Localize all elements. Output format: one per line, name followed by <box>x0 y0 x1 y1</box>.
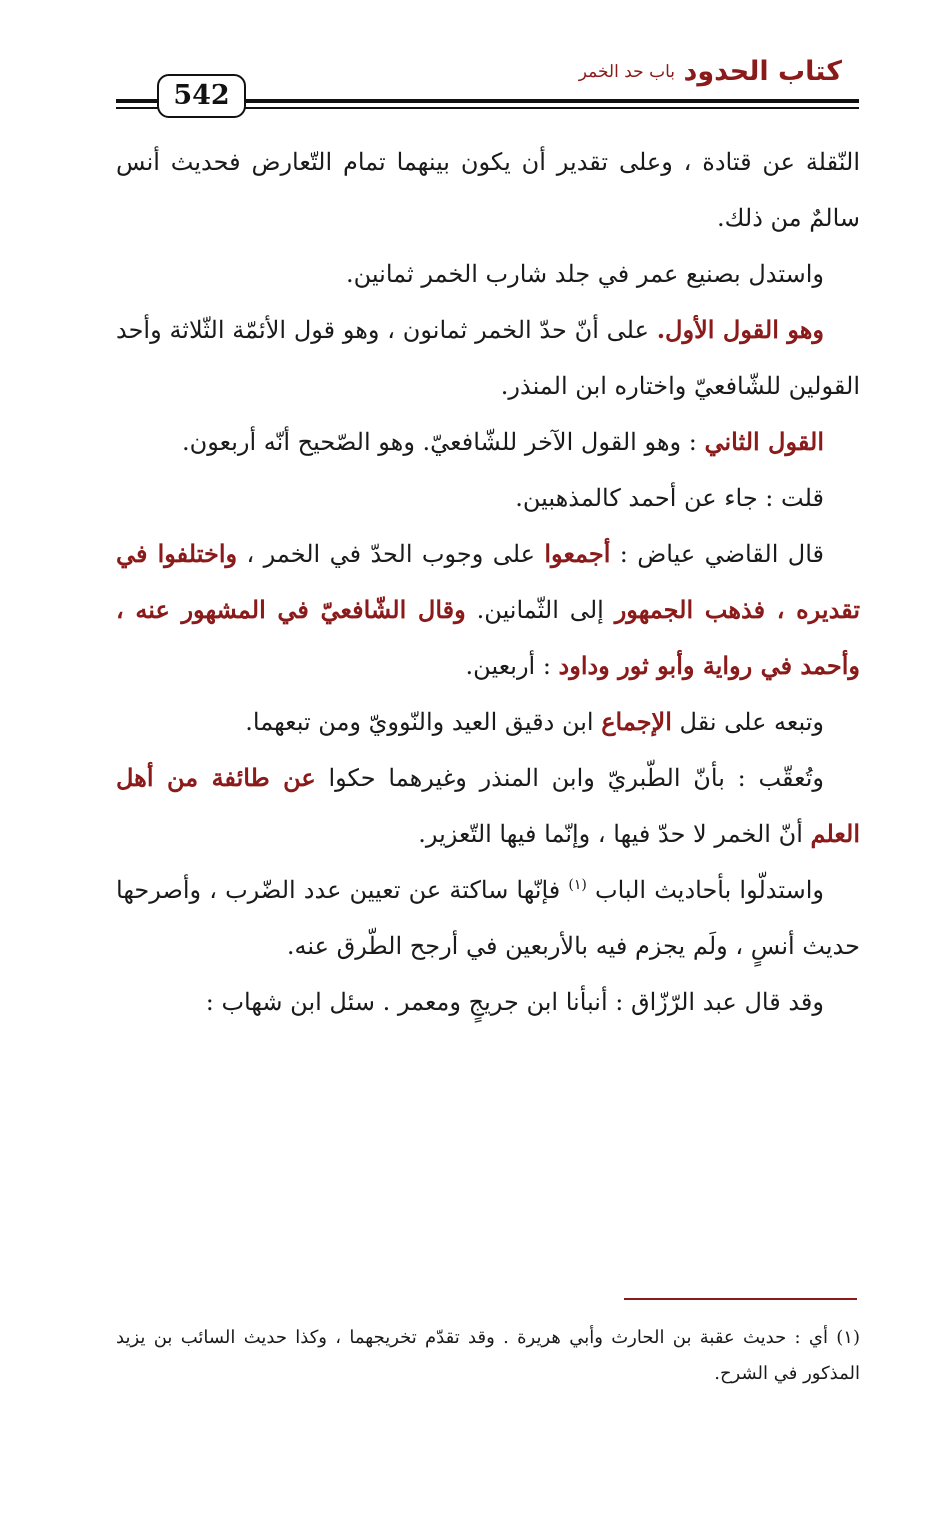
paragraph-3-text: على أنّ حدّ الخمر ثمانون ، وهو قول الأئمّة الثّلاثة وأحد القولين للشّافعيّ واختاره ابن المنذر. <box>116 316 860 400</box>
footnote-ref[interactable]: (١) <box>568 877 587 893</box>
highlight-second-opinion: القول الثاني <box>704 427 824 456</box>
p6-d: واختلفوا في تقديره ، فذهب الجمهور <box>116 539 860 624</box>
p6-b: أجمعوا <box>544 539 611 568</box>
paragraph-4 <box>116 414 860 470</box>
paragraph-1: النّقلة عن قتادة ، وعلى تقدير أن يكون بينهما تمام التّعارض فحديث أنس سالمٌ من ذلك. <box>116 148 860 232</box>
p6-a: قال القاضي عياض : <box>610 540 824 568</box>
paragraph-9 <box>116 862 860 974</box>
paragraph-5: قلت : جاء عن أحمد كالمذهبين. <box>515 484 824 512</box>
p6-g: : أربعين. <box>465 652 559 680</box>
paragraph-6 <box>116 526 860 694</box>
p6-e: إلى الثّمانين. <box>465 596 615 624</box>
p7-c: ابن دقيق العيد والنّوويّ ومن تبعهما. <box>245 708 602 736</box>
footnote: (١) أي : حديث عقبة بن الحارث وأبي هريرة . وقد تقدّم تخريجهما ، وكذا حديث السائب بن يزيد المذكور في الشرح. <box>116 1327 860 1384</box>
paragraph-4-text: : وهو القول الآخر للشّافعيّ. وهو الصّحيح أنّه أربعون. <box>181 428 705 456</box>
section-title: باب حد الخمر <box>578 62 675 82</box>
footnote-rule <box>624 1298 857 1300</box>
p6-c: على وجوب الحدّ في الخمر ، <box>237 540 545 568</box>
book-title: كتاب الحدود <box>683 56 842 87</box>
paragraph-7 <box>116 694 860 750</box>
paragraph-3 <box>116 302 860 414</box>
p9-a: واستدلّوا بأحاديث الباب <box>586 876 824 904</box>
body-text <box>116 134 860 1030</box>
p7-b: الإجماع <box>601 707 672 736</box>
highlight-first-opinion: وهو القول الأول. <box>656 315 824 344</box>
paragraph-2: واستدل بصنيع عمر في جلد شارب الخمر ثمانين. <box>346 260 824 288</box>
p7-a: وتبعه على نقل <box>671 708 824 736</box>
p8-a: وتُعقّب : بأنّ الطّبريّ وابن المنذر وغيرهما حكوا <box>315 764 824 792</box>
page-number: 542 <box>157 74 246 118</box>
p9-b: فإنّها ساكتة عن تعيين عدد الضّرب ، وأصرحها حديث أنسٍ ، ولَم يجزم فيه بالأربعين في أرجح الطّرق عنه. <box>116 876 860 960</box>
paragraph-8 <box>116 750 860 862</box>
p6-f: وقال الشّافعيّ في المشهور عنه ، وأحمد في رواية وأبو ثور وداود <box>116 595 860 680</box>
paragraph-10: وقد قال عبد الرّزّاق : أنبأنا ابن جريجٍ ومعمر . سئل ابن شهاب : <box>205 988 824 1016</box>
p8-b: عن طائفة من أهل العلم <box>116 763 860 848</box>
p8-c: أنّ الخمر لا حدّ فيها ، وإنّما فيها التّعزير. <box>418 820 811 848</box>
